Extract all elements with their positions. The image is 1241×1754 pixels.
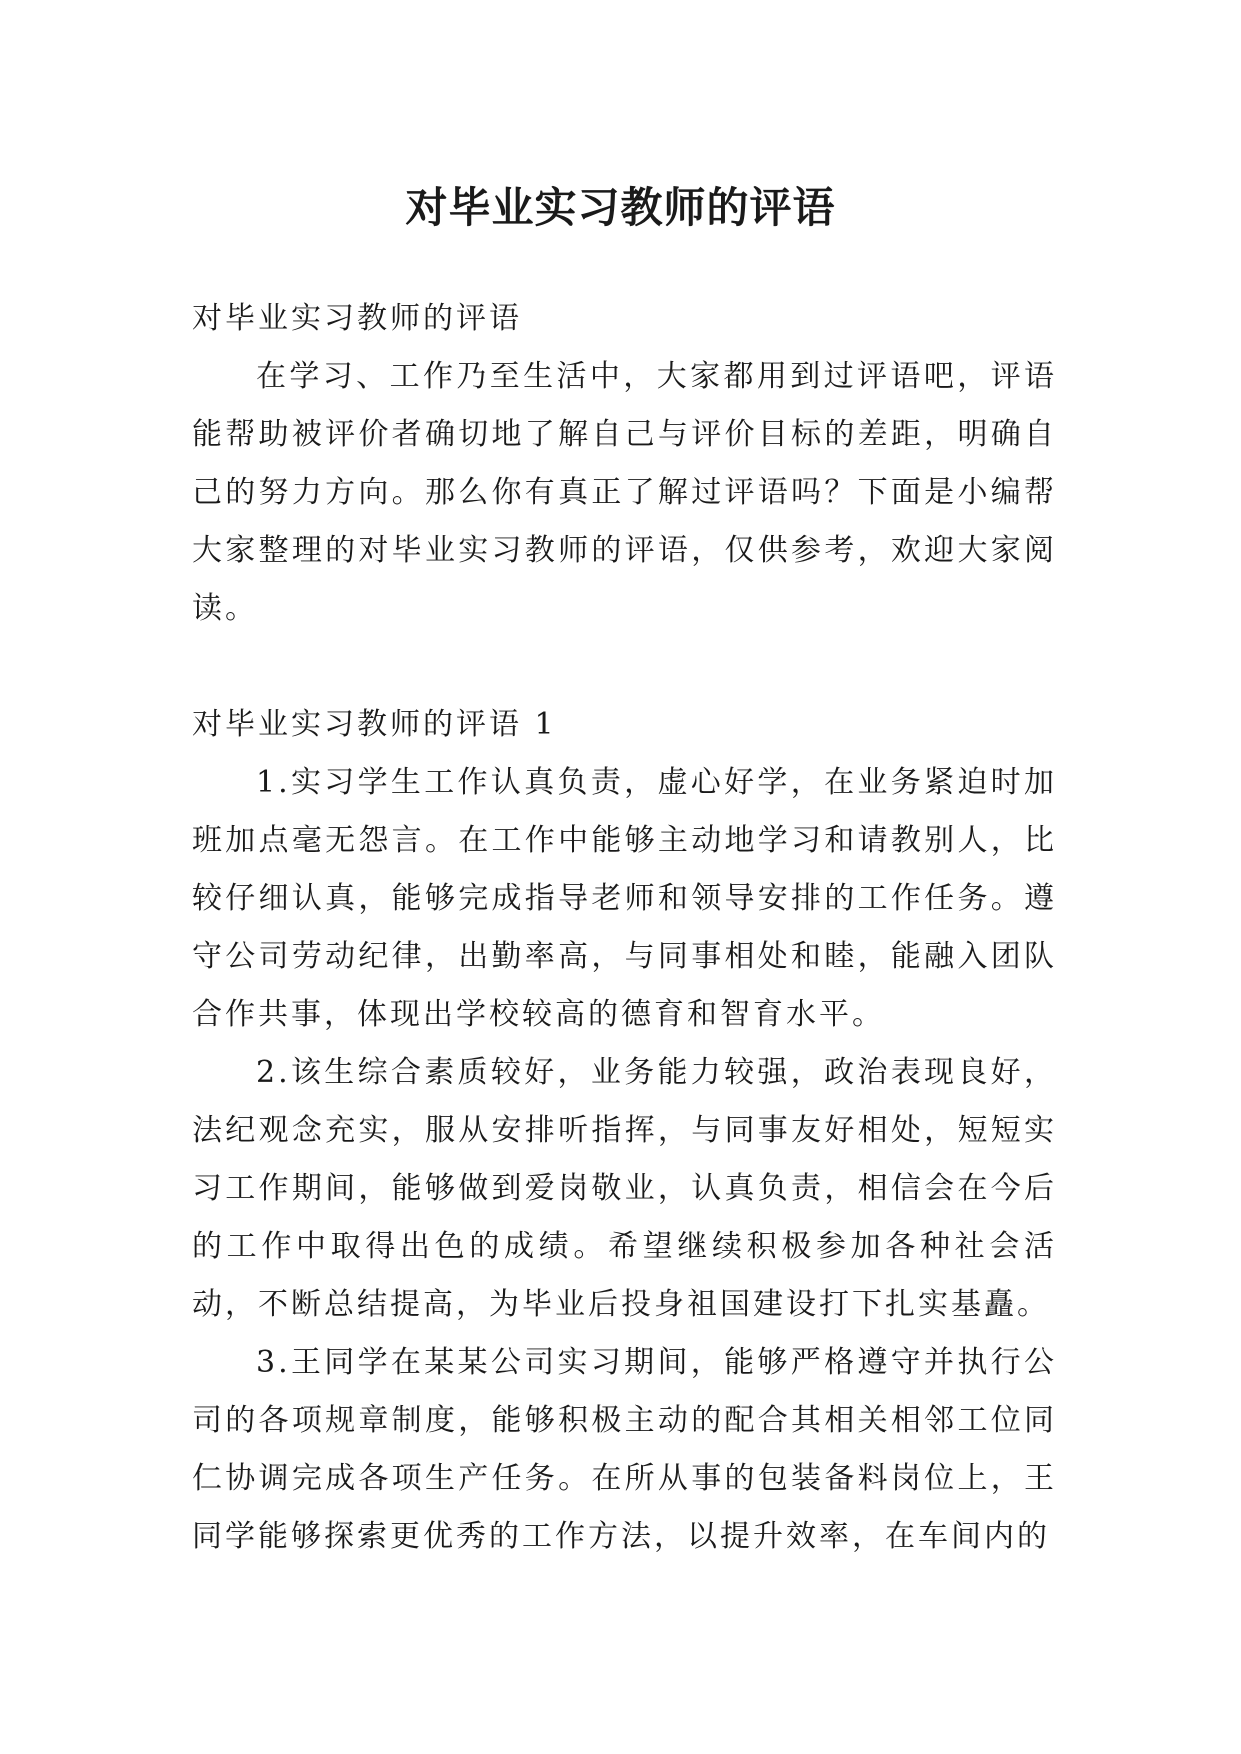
intro-paragraph: 在学习、工作乃至生活中，大家都用到过评语吧，评语能帮助被评价者确切地了解自己与评价目标的差距，明确自己的努力方向。那么你有真正了解过评语吗？下面是小编帮大家整理的对毕业实习教师的评语，仅供参考，欢迎大家阅读。 — [192, 359, 1057, 626]
comment-paragraph-2: 2.该生综合素质较好，业务能力较强，政治表现良好，法纪观念充实，服从安排听指挥，与同事友好相处，短短实习工作期间，能够做到爱岗敬业，认真负责，相信会在今后的工作中取得出色的成绩。希望继续积极参加各种社会活动，不断总结提高，为毕业后投身祖国建设打下扎实基矗。 — [192, 1055, 1057, 1322]
section-heading-intro: 对毕业实习教师的评语 — [192, 301, 522, 336]
section-heading-1: 对毕业实习教师的评语 1 — [192, 707, 557, 742]
document-body — [192, 290, 1057, 1566]
comment-paragraph-1: 1.实习学生工作认真负责，虚心好学，在业务紧迫时加班加点毫无怨言。在工作中能够主动地学习和请教别人，比较仔细认真，能够完成指导老师和领导安排的工作任务。遵守公司劳动纪律，出勤率高，与同事相处和睦，能融入团队合作共事，体现出学校较高的德育和智育水平。 — [192, 765, 1057, 1032]
comment-paragraph-3: 3.王同学在某某公司实习期间，能够严格遵守并执行公司的各项规章制度，能够积极主动的配合其相关相邻工位同仁协调完成各项生产任务。在所从事的包装备料岗位上，王同学能够探索更优秀的工作方法，以提升效率，在车间内的 — [192, 1345, 1057, 1554]
document-title: 对毕业实习教师的评语 — [405, 183, 836, 233]
